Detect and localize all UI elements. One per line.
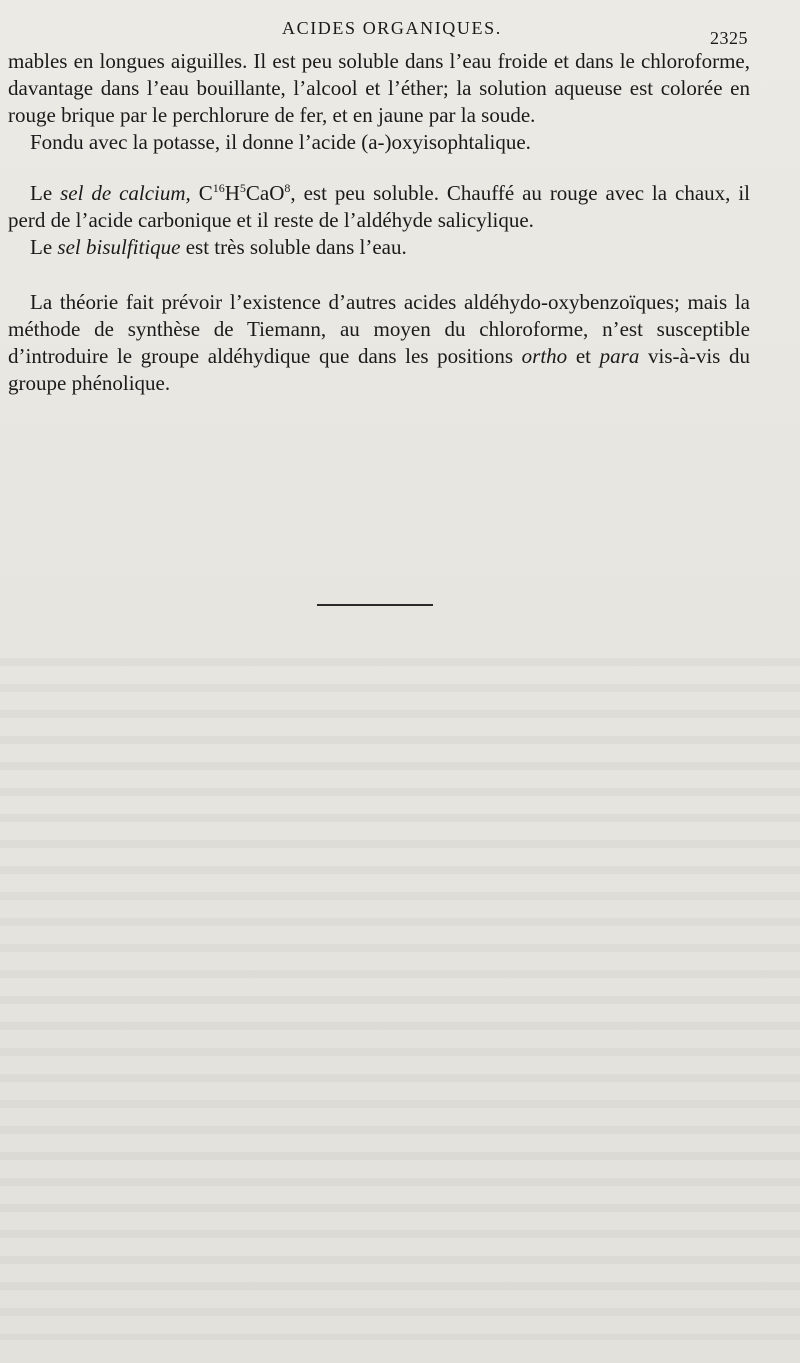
formula-subscript: 5 bbox=[239, 181, 246, 195]
calcium-salt-lead: Le bbox=[30, 181, 61, 205]
body-text bbox=[8, 48, 750, 397]
formula-subscript: 8 bbox=[284, 181, 291, 195]
paragraph-description: mables en longues aiguilles. Il est peu soluble dans l’eau froide et dans le chloroforme, davantage dans l’eau bouillante, l’alcool et l’éther; la solution aqueuse est colorée en rouge brique par le perchlorure de fer, et en jaune par la soude. bbox=[8, 49, 750, 127]
section-divider bbox=[317, 604, 433, 606]
bisulfite-term: sel bisulfitique bbox=[57, 235, 181, 259]
paragraph-potash-fusion: Fondu avec la potasse, il donne l’acide (a-)oxyisophtalique. bbox=[30, 130, 531, 154]
paragraph-bisulfite-salt bbox=[8, 234, 750, 261]
calcium-salt-term: sel de calcium, bbox=[60, 181, 191, 205]
reverse-side-bleed-through bbox=[0, 640, 800, 1340]
para-term: para bbox=[599, 344, 640, 368]
page-number: 2325 bbox=[710, 28, 748, 48]
running-title: ACIDES ORGANIQUES. bbox=[282, 18, 502, 38]
ortho-term: ortho bbox=[521, 344, 568, 368]
calcium-salt-text: , est peu soluble. Chauffé au rouge avec la chaux, il perd de l’acide carbonique et il reste de l’aldéhyde salicylique. bbox=[8, 181, 750, 232]
theory-text: La théorie fait prévoir l’existence d’autres acides aldéhydo-oxybenzoïques; mais la méthode de synthèse de Tiemann, au moyen du chloroforme, n’est susceptible d’introduire le groupe aldéhydique que dans les positions bbox=[8, 290, 750, 368]
bisulfite-lead: Le bbox=[30, 235, 58, 259]
page-header bbox=[0, 14, 800, 48]
theory-connector: et bbox=[567, 344, 600, 368]
formula-part: H bbox=[224, 181, 240, 205]
formula-part: C bbox=[190, 181, 213, 205]
bisulfite-text: est très soluble dans l’eau. bbox=[180, 235, 407, 259]
paragraph-theory bbox=[8, 289, 750, 397]
paragraph-calcium-salt bbox=[8, 180, 750, 234]
theory-end: vis-à-vis du groupe phénolique. bbox=[8, 344, 750, 395]
formula-subscript: 16 bbox=[212, 181, 225, 195]
formula-part: CaO bbox=[245, 181, 285, 205]
